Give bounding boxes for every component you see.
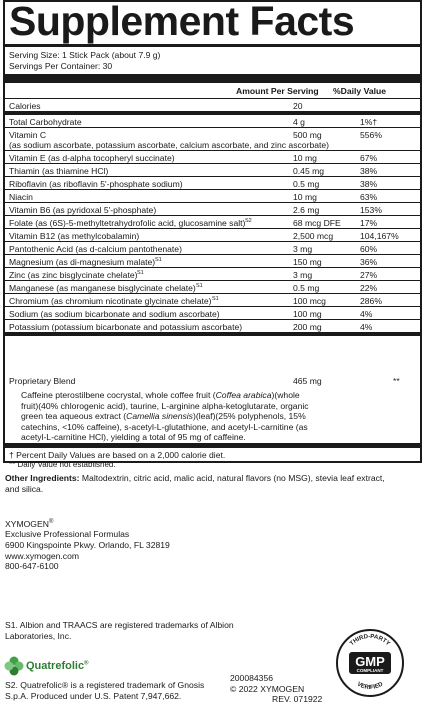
nutrient-row: [5, 151, 420, 164]
blend-dv: **: [393, 376, 400, 386]
revision: REV. 071922: [272, 694, 323, 704]
nutrient-amount: 500 mg: [293, 130, 322, 140]
gmp-badge-icon: [335, 628, 405, 698]
nutrient-dv: 4%: [360, 309, 373, 319]
nutrient-footnote-marker: S1: [212, 296, 219, 302]
nutrient-name: Folate (as (6S)-5-methyltetrahydrofolic acid, glucosamine salt): [9, 218, 246, 228]
nutrient-footnote-marker: S1: [137, 270, 144, 276]
nutrient-amount: 2.6 mg: [293, 205, 320, 215]
nutrient-name: Riboflavin (as riboflavin 5'-phosphate sodium): [9, 179, 183, 189]
nutrient-amount: 0.5 mg: [293, 283, 320, 293]
nutrient-dv: 1%†: [360, 117, 378, 127]
footnote-not-established: ** Daily Value not established.: [9, 460, 116, 469]
nutrient-amount: 100 mcg: [293, 296, 326, 306]
divider-thick: [5, 443, 420, 448]
nutrient-amount: 4 g: [293, 117, 305, 127]
nutrient-row: [5, 203, 420, 216]
nutrient-row: [5, 190, 420, 203]
serving-size: Serving Size: 1 Stick Pack (about 7.9 g): [9, 50, 161, 60]
panel-title: Supplement Facts: [9, 0, 355, 44]
nutrient-row: [5, 281, 420, 294]
nutrient-name: Vitamin C: [9, 130, 47, 140]
nutrient-row: [5, 164, 420, 177]
nutrient-row: [5, 99, 420, 115]
nutrient-dv: 63%: [360, 192, 378, 202]
nutrient-amount: 200 mg: [293, 322, 322, 332]
nutrient-name: Thiamin (as thiamine HCl): [9, 166, 109, 176]
nutrient-dv: 38%: [360, 179, 378, 189]
nutrient-name: Manganese (as manganese bisglycinate chelate): [9, 283, 196, 293]
other-ingredients: Other Ingredients: Maltodextrin, citric acid, malic acid, natural flavors (no MSG), stevia leaf extract, and silica.: [5, 473, 385, 494]
nutrient-footnote-marker: S2: [245, 218, 252, 224]
nutrient-dv: 67%: [360, 153, 378, 163]
nutrient-name: Niacin: [9, 192, 33, 202]
trademark-albion: S1. Albion and TRAACS are registered trademarks of Albion Laboratories, Inc.: [5, 620, 234, 641]
nutrient-row: [5, 242, 420, 255]
nutrient-amount: 10 mg: [293, 153, 317, 163]
blend-name: Proprietary Blend: [9, 376, 76, 386]
nutrient-row: [5, 268, 420, 281]
nutrient-dv: 17%: [360, 218, 378, 228]
amount-header: Amount Per Serving: [236, 86, 319, 96]
nutrient-footnote-marker: S1: [155, 257, 162, 263]
nutrient-dv: 22%: [360, 283, 378, 293]
nutrient-row: [5, 320, 420, 336]
nutrient-amount: 3 mg: [293, 270, 313, 280]
nutrient-name: Calories: [9, 101, 41, 111]
nutrient-dv: 60%: [360, 244, 378, 254]
nutrient-name: Vitamin E (as d-alpha tocopheryl succinate): [9, 153, 175, 163]
nutrient-row: [5, 128, 420, 151]
product-code: 200084356 © 2022 XYMOGEN: [230, 673, 305, 694]
nutrient-row: [5, 255, 420, 268]
nutrient-dv: 27%: [360, 270, 378, 280]
divider: [5, 44, 420, 47]
nutrient-name: Vitamin B6 (as pyridoxal 5'-phosphate): [9, 205, 157, 215]
svg-text:GMP: GMP: [355, 654, 385, 669]
nutrient-amount: 3 mg: [293, 244, 313, 254]
svg-text:COMPLIANT: COMPLIANT: [356, 668, 384, 673]
nutrient-amount: 0.45 mg: [293, 166, 325, 176]
trademark-quatrefolic: S2. Quatrefolic® is a registered trademark of Gnosis S.p.A. Produced under U.S. Patent 7,947,662.: [5, 680, 205, 701]
nutrient-row: [5, 216, 420, 229]
nutrient-amount: 20: [293, 101, 303, 111]
nutrient-row: [5, 115, 420, 128]
nutrient-name: Total Carbohydrate: [9, 117, 82, 127]
quatrefolic-logo-text: Quatrefolic®: [26, 660, 89, 672]
nutrient-dv: 286%: [360, 296, 382, 306]
nutrient-dv: 4%: [360, 322, 373, 332]
nutrient-source: (as sodium ascorbate, potassium ascorbate, calcium ascorbate, and zinc ascorbate): [9, 140, 330, 150]
svg-text:THIRD-PARTY: THIRD-PARTY: [349, 633, 391, 648]
nutrient-name: Potassium (potassium bicarbonate and potassium ascorbate): [9, 322, 243, 332]
nutrient-dv: 104,167%: [360, 231, 399, 241]
nutrient-name: Pantothenic Acid (as d-calcium pantothenate): [9, 244, 182, 254]
nutrient-name: Zinc (as zinc bisglycinate chelate): [9, 270, 138, 280]
nutrient-row: [5, 294, 420, 307]
nutrient-row: [5, 307, 420, 320]
nutrient-amount: 10 mg: [293, 192, 317, 202]
nutrient-row: [5, 229, 420, 242]
nutrient-footnote-marker: S1: [196, 283, 203, 289]
quatrefolic-logo-icon: [4, 656, 24, 676]
nutrient-amount: 0.5 mg: [293, 179, 320, 189]
nutrient-row: [5, 177, 420, 190]
nutrient-dv: 36%: [360, 257, 378, 267]
nutrient-name: Vitamin B12 (as methylcobalamin): [9, 231, 140, 241]
divider-thick: [5, 74, 420, 83]
svg-text:VERIFIED: VERIFIED: [355, 681, 385, 692]
dv-header: %Daily Value: [333, 86, 387, 96]
footnote-dv: † Percent Daily Values are based on a 2,000 calorie diet.: [9, 450, 226, 460]
nutrient-dv: 153%: [360, 205, 382, 215]
nutrient-name: Chromium (as chromium nicotinate glycinate chelate): [9, 296, 212, 306]
supplement-facts-panel: [3, 0, 422, 469]
company-info: XYMOGEN® Exclusive Professional Formulas 6900 Kingspointe Pkwy. Orlando, FL 32819 www.xymogen.com 800-647-6100: [5, 518, 170, 572]
servings-per-container: Servings Per Container: 30: [9, 61, 113, 71]
nutrient-dv: 556%: [360, 130, 382, 140]
nutrient-amount: 100 mg: [293, 309, 322, 319]
nutrient-name: Sodium (as sodium bicarbonate and sodium ascorbate): [9, 309, 220, 319]
nutrient-amount: 150 mg: [293, 257, 322, 267]
company-name: XYMOGEN: [5, 518, 49, 529]
nutrient-name: Magnesium (as di-magnesium malate): [9, 257, 156, 267]
nutrient-dv: 38%: [360, 166, 378, 176]
nutrient-amount: 2,500 mcg: [293, 231, 334, 241]
blend-amount: 465 mg: [293, 376, 322, 386]
nutrient-amount: 68 mcg DFE: [293, 218, 341, 228]
blend-description: Caffeine pterostilbene cocrystal, whole coffee fruit (Coffea arabica)(whole fruit)(40% chlorogenic acid), taurine, L-arginine alpha-ketoglutarate, organic green tea aqueous extract (Camellia sinensis)(leaf)(25% polyphenols, 15% catechins, <10% caffeine), s-acetyl-L-glutathione, and acetyl-L-carnitine (as acetyl-L-carnitine HCl), yielding a total of 95 mg of caffeine.: [21, 390, 309, 443]
